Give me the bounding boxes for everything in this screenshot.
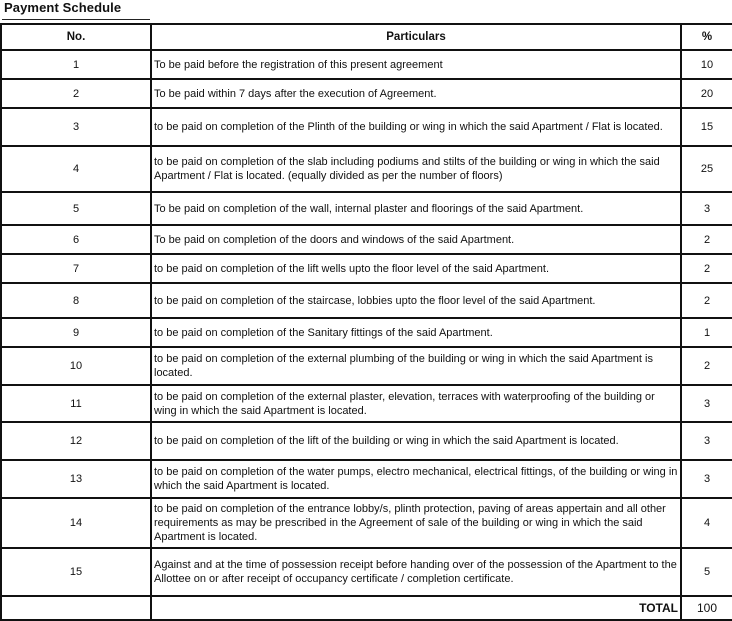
row-particulars-cell: to be paid on completion of the staircase, lobbies upto the floor level of the said Apartment. (151, 283, 681, 318)
table-row (1, 108, 732, 146)
row-percent-cell: 2 (681, 283, 732, 318)
table-row (1, 254, 732, 283)
row-particulars-cell: to be paid on completion of the lift of the building or wing in which the said Apartment is located. (151, 422, 681, 460)
row-particulars-cell: Against and at the time of possession receipt before handing over of the possession of the Apartment to the Allottee on or after receipt of occupancy certificate / completion certificate. (151, 548, 681, 596)
row-percent-cell: 4 (681, 498, 732, 548)
row-percent-cell: 20 (681, 79, 732, 108)
row-particulars-cell: to be paid on completion of the external plumbing of the building or wing in which the said Apartment is located. (151, 347, 681, 385)
row-particulars-cell: to be paid on completion of the Sanitary fittings of the said Apartment. (151, 318, 681, 347)
title-underline (2, 19, 150, 20)
row-particulars-cell: To be paid on completion of the doors and windows of the said Apartment. (151, 225, 681, 254)
row-particulars-cell: To be paid before the registration of this present agreement (151, 50, 681, 79)
row-particulars-cell: To be paid on completion of the wall, internal plaster and floorings of the said Apartment. (151, 192, 681, 225)
row-number-cell: 5 (1, 192, 151, 225)
column-header-no: No. (1, 24, 151, 50)
table-row (1, 50, 732, 79)
table-row (1, 318, 732, 347)
row-number-cell: 11 (1, 385, 151, 422)
row-particulars-cell: To be paid within 7 days after the execution of Agreement. (151, 79, 681, 108)
row-number-cell: 8 (1, 283, 151, 318)
table-row (1, 548, 732, 596)
table-row (1, 79, 732, 108)
table-row (1, 146, 732, 192)
table-row (1, 385, 732, 422)
row-percent-cell: 15 (681, 108, 732, 146)
table-row (1, 422, 732, 460)
row-percent-cell: 3 (681, 422, 732, 460)
row-number-cell: 15 (1, 548, 151, 596)
column-header-percent: % (681, 24, 732, 50)
table-row (1, 225, 732, 254)
table-row (1, 192, 732, 225)
row-particulars-cell: to be paid on completion of the Plinth of the building or wing in which the said Apartment / Flat is located. (151, 108, 681, 146)
row-number-cell: 12 (1, 422, 151, 460)
row-particulars-cell: to be paid on completion of the lift wells upto the floor level of the said Apartment. (151, 254, 681, 283)
row-percent-cell: 2 (681, 225, 732, 254)
table-row (1, 498, 732, 548)
row-percent-cell: 2 (681, 254, 732, 283)
row-percent-cell: 25 (681, 146, 732, 192)
table-row (1, 283, 732, 318)
row-number-cell: 3 (1, 108, 151, 146)
row-percent-cell: 3 (681, 192, 732, 225)
payment-schedule-table (0, 23, 732, 621)
row-particulars-cell: to be paid on completion of the slab including podiums and stilts of the building or wing in which the said Apartment / Flat is located. (equally divided as per the number of floors) (151, 146, 681, 192)
table-row (1, 460, 732, 498)
row-number-cell: 9 (1, 318, 151, 347)
total-label: TOTAL (151, 596, 681, 620)
row-percent-cell: 3 (681, 385, 732, 422)
total-empty-cell (1, 596, 151, 620)
total-row (1, 596, 732, 620)
row-number-cell: 10 (1, 347, 151, 385)
row-particulars-cell: to be paid on completion of the water pumps, electro mechanical, electrical fittings, of the building or wing in which the said Apartment is located. (151, 460, 681, 498)
row-particulars-cell: to be paid on completion of the entrance lobby/s, plinth protection, paving of areas appertain and all other requirements as may be prescribed in the Agreement of sale of the building or wing in which the said Apartment is located. (151, 498, 681, 548)
row-percent-cell: 1 (681, 318, 732, 347)
row-number-cell: 7 (1, 254, 151, 283)
table-row (1, 347, 732, 385)
total-value: 100 (681, 596, 732, 620)
row-percent-cell: 10 (681, 50, 732, 79)
header-row (1, 24, 732, 50)
row-percent-cell: 2 (681, 347, 732, 385)
row-number-cell: 4 (1, 146, 151, 192)
row-number-cell: 1 (1, 50, 151, 79)
row-number-cell: 13 (1, 460, 151, 498)
row-number-cell: 14 (1, 498, 151, 548)
row-particulars-cell: to be paid on completion of the external plaster, elevation, terraces with waterproofing of the building or wing in which the said Apartment is located. (151, 385, 681, 422)
page-title: Payment Schedule (4, 0, 122, 15)
row-number-cell: 2 (1, 79, 151, 108)
row-number-cell: 6 (1, 225, 151, 254)
column-header-particulars: Particulars (151, 24, 681, 50)
row-percent-cell: 3 (681, 460, 732, 498)
row-percent-cell: 5 (681, 548, 732, 596)
